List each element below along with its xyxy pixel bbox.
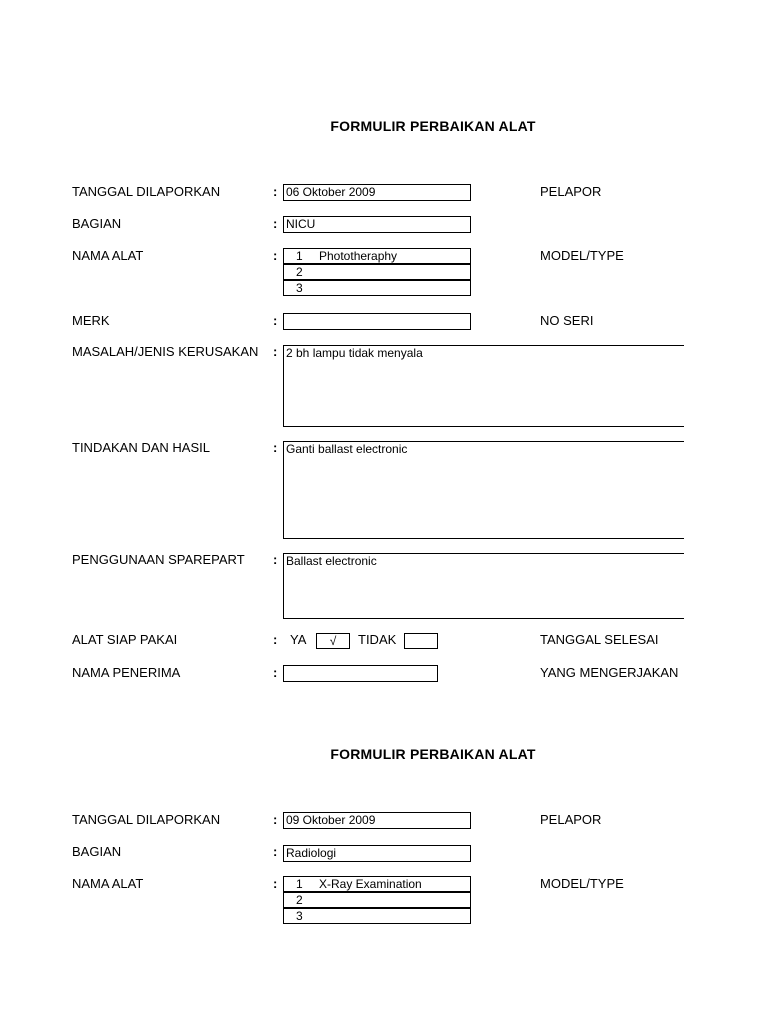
bagian-label: BAGIAN xyxy=(72,844,122,859)
merk-field[interactable] xyxy=(283,313,471,330)
tanggal-dilaporkan-field[interactable]: 06 Oktober 2009 xyxy=(283,184,471,201)
tindakan-field[interactable]: Ganti ballast electronic xyxy=(283,441,684,539)
row-number: 3 xyxy=(296,281,303,295)
pelapor-label: PELAPOR xyxy=(540,184,602,199)
row-value: Phototheraphy xyxy=(319,249,398,263)
colon: : xyxy=(273,184,278,199)
tanggal-selesai-label: TANGGAL SELESAI xyxy=(540,632,659,647)
form-title: FORMULIR PERBAIKAN ALAT xyxy=(330,746,536,762)
tidak-label: TIDAK xyxy=(358,632,397,647)
tanggal-dilaporkan-field[interactable]: 09 Oktober 2009 xyxy=(283,812,471,829)
masalah-label: MASALAH/JENIS KERUSAKAN xyxy=(72,344,259,359)
tanggal-dilaporkan-label: TANGGAL DILAPORKAN xyxy=(72,184,221,199)
colon: : xyxy=(273,876,278,891)
row-number: 1 xyxy=(296,877,303,891)
merk-label: MERK xyxy=(72,313,110,328)
alat-siap-pakai-label: ALAT SIAP PAKAI xyxy=(72,632,178,647)
tidak-checkbox[interactable] xyxy=(404,633,438,649)
colon: : xyxy=(273,552,278,567)
tanggal-dilaporkan-label: TANGGAL DILAPORKAN xyxy=(72,812,221,827)
ya-checkbox[interactable]: √ xyxy=(316,633,350,649)
sparepart-field[interactable]: Ballast electronic xyxy=(283,553,684,619)
nama-alat-label: NAMA ALAT xyxy=(72,248,144,263)
no-seri-label: NO SERI xyxy=(540,313,594,328)
model-type-label: MODEL/TYPE xyxy=(540,248,624,263)
nama-penerima-field[interactable] xyxy=(283,665,438,682)
nama-alat-row-1[interactable] xyxy=(283,876,471,892)
nama-alat-row-3[interactable] xyxy=(283,908,471,924)
row-number: 1 xyxy=(296,249,303,263)
bagian-field[interactable]: NICU xyxy=(283,216,471,233)
model-type-label: MODEL/TYPE xyxy=(540,876,624,891)
colon: : xyxy=(273,313,278,328)
sparepart-label: PENGGUNAAN SPAREPART xyxy=(72,552,245,567)
colon: : xyxy=(273,632,278,647)
nama-alat-label: NAMA ALAT xyxy=(72,876,144,891)
row-number: 2 xyxy=(296,893,303,907)
colon: : xyxy=(273,665,278,680)
nama-alat-row-3[interactable] xyxy=(283,280,471,296)
yang-mengerjakan-label: YANG MENGERJAKAN xyxy=(540,665,679,680)
ya-label: YA xyxy=(290,632,307,647)
masalah-field[interactable]: 2 bh lampu tidak menyala xyxy=(283,345,684,427)
colon: : xyxy=(273,812,278,827)
nama-alat-row-2[interactable] xyxy=(283,264,471,280)
bagian-field[interactable]: Radiologi xyxy=(283,845,471,862)
row-value: X-Ray Examination xyxy=(319,877,422,891)
row-number: 3 xyxy=(296,909,303,923)
nama-alat-row-1[interactable] xyxy=(283,248,471,264)
colon: : xyxy=(273,216,278,231)
form-title: FORMULIR PERBAIKAN ALAT xyxy=(330,118,536,134)
nama-penerima-label: NAMA PENERIMA xyxy=(72,665,181,680)
pelapor-label: PELAPOR xyxy=(540,812,602,827)
colon: : xyxy=(273,344,278,359)
nama-alat-row-2[interactable] xyxy=(283,892,471,908)
colon: : xyxy=(273,440,278,455)
colon: : xyxy=(273,248,278,263)
tindakan-label: TINDAKAN DAN HASIL xyxy=(72,440,210,455)
colon: : xyxy=(273,844,278,859)
row-number: 2 xyxy=(296,265,303,279)
bagian-label: BAGIAN xyxy=(72,216,122,231)
